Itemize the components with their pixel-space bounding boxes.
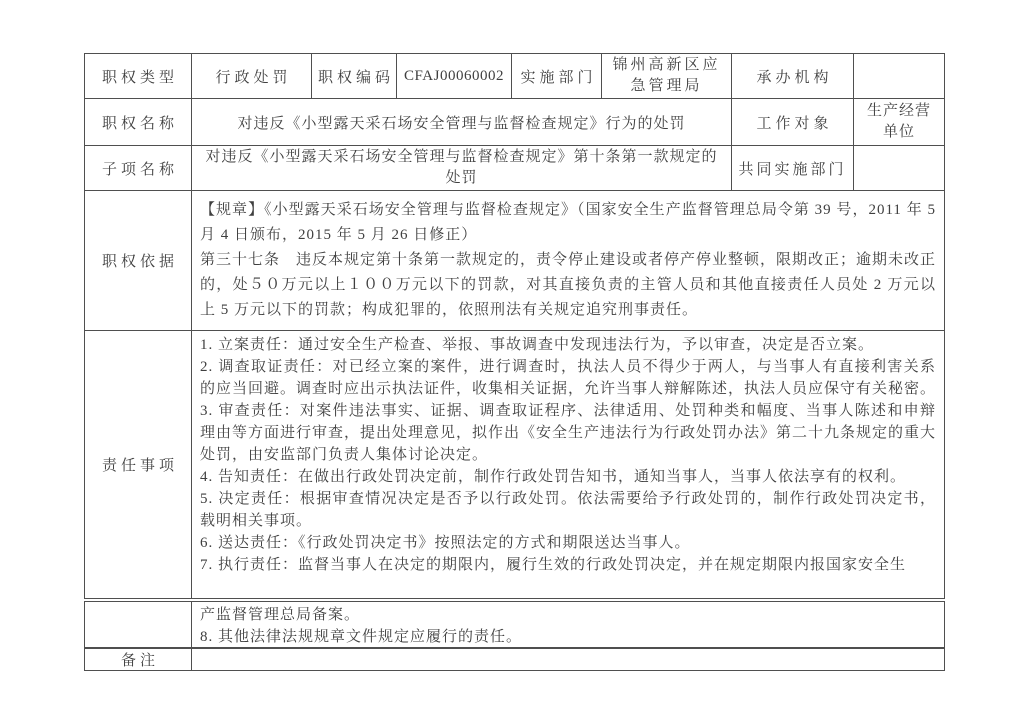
joint-dept-value bbox=[853, 146, 944, 190]
duty-items-label: 责任事项 bbox=[101, 458, 178, 474]
duty-continuation-row bbox=[85, 602, 944, 647]
implementing-dept-label: 实施部门 bbox=[511, 54, 601, 98]
work-target-value: 生产经营单位 bbox=[853, 99, 944, 145]
duty-item-2: 2. 调查取证责任：对已经立案的案件，进行调查时，执法人员不得少于两人，与当事人有直接利害关系的应当回避。调查时应出示执法证件，收集相关证据，允许当事人辩解陈述，执法人员应保守有关秘密。 bbox=[200, 359, 937, 397]
duty-item-8: 8. 其他法律法规规章文件规定应履行的责任。 bbox=[200, 629, 523, 645]
subitem-row bbox=[85, 145, 944, 190]
duty-item-1: 1. 立案责任：通过安全生产检查、举报、事故调查中发现违法行为，予以审查，决定是否立案。 bbox=[200, 337, 875, 353]
legal-basis-label: 职权依据 bbox=[101, 254, 178, 270]
subitem-name-label: 子项名称 bbox=[101, 161, 178, 178]
authority-type-value: 行政处罚 bbox=[191, 54, 311, 98]
duty-item-6: 6. 送达责任：《行政处罚决定书》按照法定的方式和期限送达当事人。 bbox=[200, 535, 691, 551]
handling-agency-label: 承办机构 bbox=[731, 54, 853, 98]
duty-items-row bbox=[85, 330, 944, 598]
handling-agency-value bbox=[853, 54, 944, 98]
duty-item-3: 3. 审查责任：对案件违法事实、证据、调查取证程序、法律适用、处罚种类和幅度、当事人陈述和申辩理由等方面进行审查，提出处理意见，拟作出《安全生产违法行为行政处罚办法》第二十九条规定的重大处罚，由安监部门负责人集体讨论决定。 bbox=[200, 403, 937, 463]
name-row bbox=[85, 98, 944, 145]
legal-basis-row bbox=[85, 190, 944, 330]
authority-code-label: 职权编码 bbox=[311, 54, 396, 98]
duty-item-4: 4. 告知责任：在做出行政处罚决定前，制作行政处罚告知书，通知当事人，当事人依法享有的权利。 bbox=[200, 469, 907, 485]
remark-row bbox=[85, 649, 944, 670]
duty-continuation-text bbox=[191, 602, 944, 647]
legal-basis-article: 第三十七条 违反本规定第十条第一款规定的，责令停止建设或者停产停业整顿，限期改正；逾期未改正的，处５０万元以上１００万元以下的罚款，对其直接负责的主管人员和其他直接责任人员处 2 万元以上 5 万元以下的罚款；构成犯罪的，依照刑法有关规定追究刑事责任。 bbox=[200, 252, 937, 318]
authority-table bbox=[84, 53, 945, 599]
remark-value bbox=[191, 649, 944, 670]
duty-items-continuation-table bbox=[84, 601, 945, 648]
duty-continuation-label-empty bbox=[85, 602, 191, 647]
header-row bbox=[85, 54, 944, 98]
legal-basis-text bbox=[191, 191, 944, 330]
remark-table bbox=[84, 648, 945, 671]
remark-label: 备注 bbox=[120, 653, 159, 669]
work-target-label: 工作对象 bbox=[731, 99, 853, 145]
legal-basis-citation: 【规章】《小型露天采石场安全管理与监督检查规定》（国家安全生产监督管理总局令第 39 号，2011 年 5 月 4 日颁布，2015 年 5 月 26 日修正） bbox=[200, 202, 936, 243]
authority-name-label: 职权名称 bbox=[101, 115, 178, 132]
duty-item-5: 5. 决定责任：根据审查情况决定是否予以行政处罚。依法需要给予行政处罚的，制作行政处罚决定书，载明相关事项。 bbox=[200, 491, 936, 529]
duty-item-7-continuation: 产监督管理总局备案。 bbox=[200, 607, 361, 623]
duty-items-text bbox=[191, 331, 944, 598]
duty-item-7: 7. 执行责任：监督当事人在决定的期限内，履行生效的行政处罚决定，并在规定期限内报国家安全生 bbox=[200, 557, 907, 573]
authority-type-label: 职权类型 bbox=[101, 69, 178, 86]
joint-dept-label: 共同实施部门 bbox=[731, 146, 853, 190]
authority-name-value: 对违反《小型露天采石场安全管理与监督检查规定》行为的处罚 bbox=[191, 99, 731, 145]
authority-code-value: CFAJ00060002 bbox=[396, 54, 511, 98]
implementing-dept-value: 锦州高新区应急管理局 bbox=[601, 54, 731, 98]
subitem-name-value: 对违反《小型露天采石场安全管理与监督检查规定》第十条第一款规定的处罚 bbox=[191, 146, 731, 190]
